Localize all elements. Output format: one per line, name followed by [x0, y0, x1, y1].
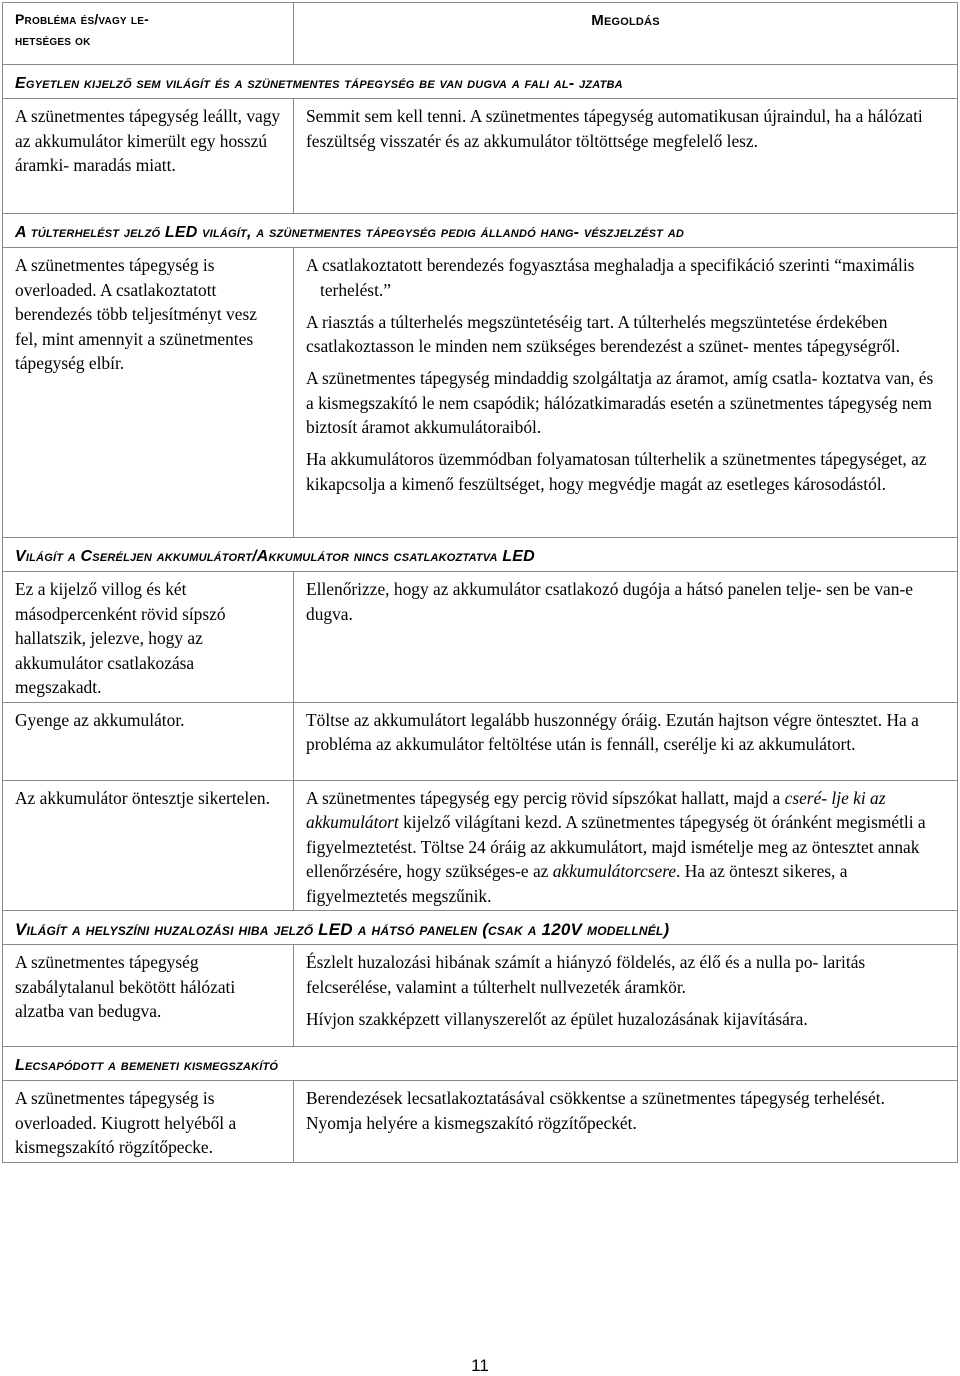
- solution-paragraph: Ha akkumulátoros üzemmódban folyamatosan túlterhelik a szünetmentes tápegységet, az kikapcsolja a kimenő feszültséget, hogy megvédje magát az esetleges károsodástól.: [306, 449, 927, 494]
- table-row: [3, 780, 958, 911]
- section-heading-overload-led: A túlterhelést jelző LED világít, a szünetmentes tápegység pedig állandó hang- vészjelzést ad: [3, 214, 958, 248]
- problem-cell: Az akkumulátor öntesztje sikertelen.: [3, 780, 294, 911]
- solution-paragraph: Semmit sem kell tenni. A szünetmentes tápegység automatikusan újraindul, ha a hálózati feszültség visszatér és az akkumulátor töltöttsége megfelelő lesz.: [306, 106, 923, 151]
- solution-paragraph: [306, 786, 943, 909]
- table-row: [3, 702, 958, 780]
- solution-cell: [294, 99, 958, 214]
- battery-replacement-term: akkumulátorcsere: [552, 861, 677, 881]
- solution-cell: [294, 1081, 958, 1163]
- page-number: 11: [471, 1356, 489, 1375]
- section-heading-row: [3, 65, 958, 99]
- solution-paragraph: Berendezések lecsatlakoztatásával csökkentse a szünetmentes tápegység terhelését. Nyomja helyére a kismegszakító rögzítőpeckét.: [306, 1088, 885, 1133]
- solution-column-header: Megoldás: [294, 3, 958, 65]
- problem-header-line1: Probléma és/vagy le-: [15, 11, 149, 27]
- table-row: [3, 99, 958, 214]
- problem-cell: A szünetmentes tápegység is overloaded. A csatlakoztatott berendezés több teljesítményt vesz fel, mint amennyit a szünetmentes tápegység elbír.: [3, 248, 294, 538]
- troubleshooting-table: [2, 2, 958, 1163]
- solution-cell: [294, 248, 958, 538]
- section-heading-replace-battery-led: Világít a Cseréljen akkumulátort/Akkumulátor nincs csatlakoztatva LED: [3, 538, 958, 572]
- section-heading-row: [3, 1047, 958, 1081]
- table-row: [3, 1081, 958, 1163]
- section-heading-row: [3, 214, 958, 248]
- solution-cell: [294, 572, 958, 703]
- solution-paragraph: Észlelt huzalozási hibának számít a hiányzó földelés, az élő és a nulla po- laritás felcserélése, valamint a túlterhelt nullvezeték áramkör.: [306, 952, 866, 997]
- solution-paragraph: Hívjon szakképzett villanyszerelőt az épület huzalozásának kijavítására.: [306, 1008, 808, 1029]
- problem-header-line2: hetséges ok: [15, 32, 91, 48]
- section-heading-row: [3, 911, 958, 945]
- problem-column-header: [3, 3, 294, 65]
- solution-paragraph: Töltse az akkumulátort legalább huszonnégy óráig. Ezután hajtson végre öntesztet. Ha a probléma az akkumulátor feltöltése után is fennáll, cserélje ki az akkumulátort.: [306, 709, 919, 754]
- solution-cell: [294, 945, 958, 1047]
- section-heading-site-wiring-fault: Világít a helyszíni huzalozási hiba jelző LED a hátsó panelen (csak a 120V modellnél): [3, 911, 958, 945]
- solution-paragraph: Ellenőrizze, hogy az akkumulátor csatlakozó dugója a hátsó panelen telje- sen be van-e dugva.: [306, 579, 913, 624]
- problem-cell: A szünetmentes tápegység szabálytalanul bekötött hálózati alzatba van bedugva.: [3, 945, 294, 1047]
- table-header-row: [3, 3, 958, 65]
- problem-cell: A szünetmentes tápegység is overloaded. Kiugrott helyéből a kismegszakító rögzítőpecke.: [3, 1081, 294, 1163]
- solution-paragraph: A riasztás a túlterhelés megszüntetéséig tart. A túlterhelés megszüntetése érdekében csatlakoztasson le minden nem szükséges berendezést a szünet- mentes tápegységről.: [306, 311, 900, 356]
- solution-paragraph: A csatlakoztatott berendezés fogyasztása meghaladja a specifikáció szerinti “maximális terhelést.”: [306, 255, 915, 300]
- section-heading-no-display-lit: Egyetlen kijelző sem világít és a szünetmentes tápegység be van dugva a fali al- jzatba: [3, 65, 958, 99]
- solution-text: A szünetmentes tápegység egy percig rövid sípszókat hallatt, majd a: [306, 787, 785, 808]
- solution-text: . Ha az önteszt sikeres, a figyelmeztetés megszűnik.: [306, 861, 848, 906]
- problem-cell: A szünetmentes tápegység leállt, vagy az akkumulátor kimerült egy hosszú áramki- maradás miatt.: [3, 99, 294, 214]
- solution-cell: [294, 702, 958, 780]
- replace-battery-indicator-term: cseré- lje ki az akkumulátort: [306, 787, 886, 832]
- section-heading-input-breaker-tripped: Lecsapódott a bemeneti kismegszakító: [3, 1047, 958, 1081]
- table-row: [3, 945, 958, 1047]
- solution-paragraph: A szünetmentes tápegység mindaddig szolgáltatja az áramot, amíg csatla- koztatva van, és a kismegszakító le nem csapódik; hálózatkimaradás esetén a szünetmentes tápegység nem biztosít áramot akkumulátoraiból.: [306, 368, 934, 437]
- solution-cell: [294, 780, 958, 911]
- problem-cell: Ez a kijelző villog és két másodpercenként rövid sípszó hallatszik, jelezve, hogy az akkumulátor csatlakozása megszakadt.: [3, 572, 294, 703]
- table-row: [3, 572, 958, 703]
- solution-text: kijelző világítani kezd. A szünetmentes tápegység öt óránként megismétli a figyelmeztetést. Töltse 24 óráig az akkumulátort, majd ismételje meg az öntesztet annak ellenőrzésére, hogy szükséges-e az: [306, 812, 926, 881]
- section-heading-row: [3, 538, 958, 572]
- table-row: [3, 248, 958, 538]
- problem-cell: Gyenge az akkumulátor.: [3, 702, 294, 780]
